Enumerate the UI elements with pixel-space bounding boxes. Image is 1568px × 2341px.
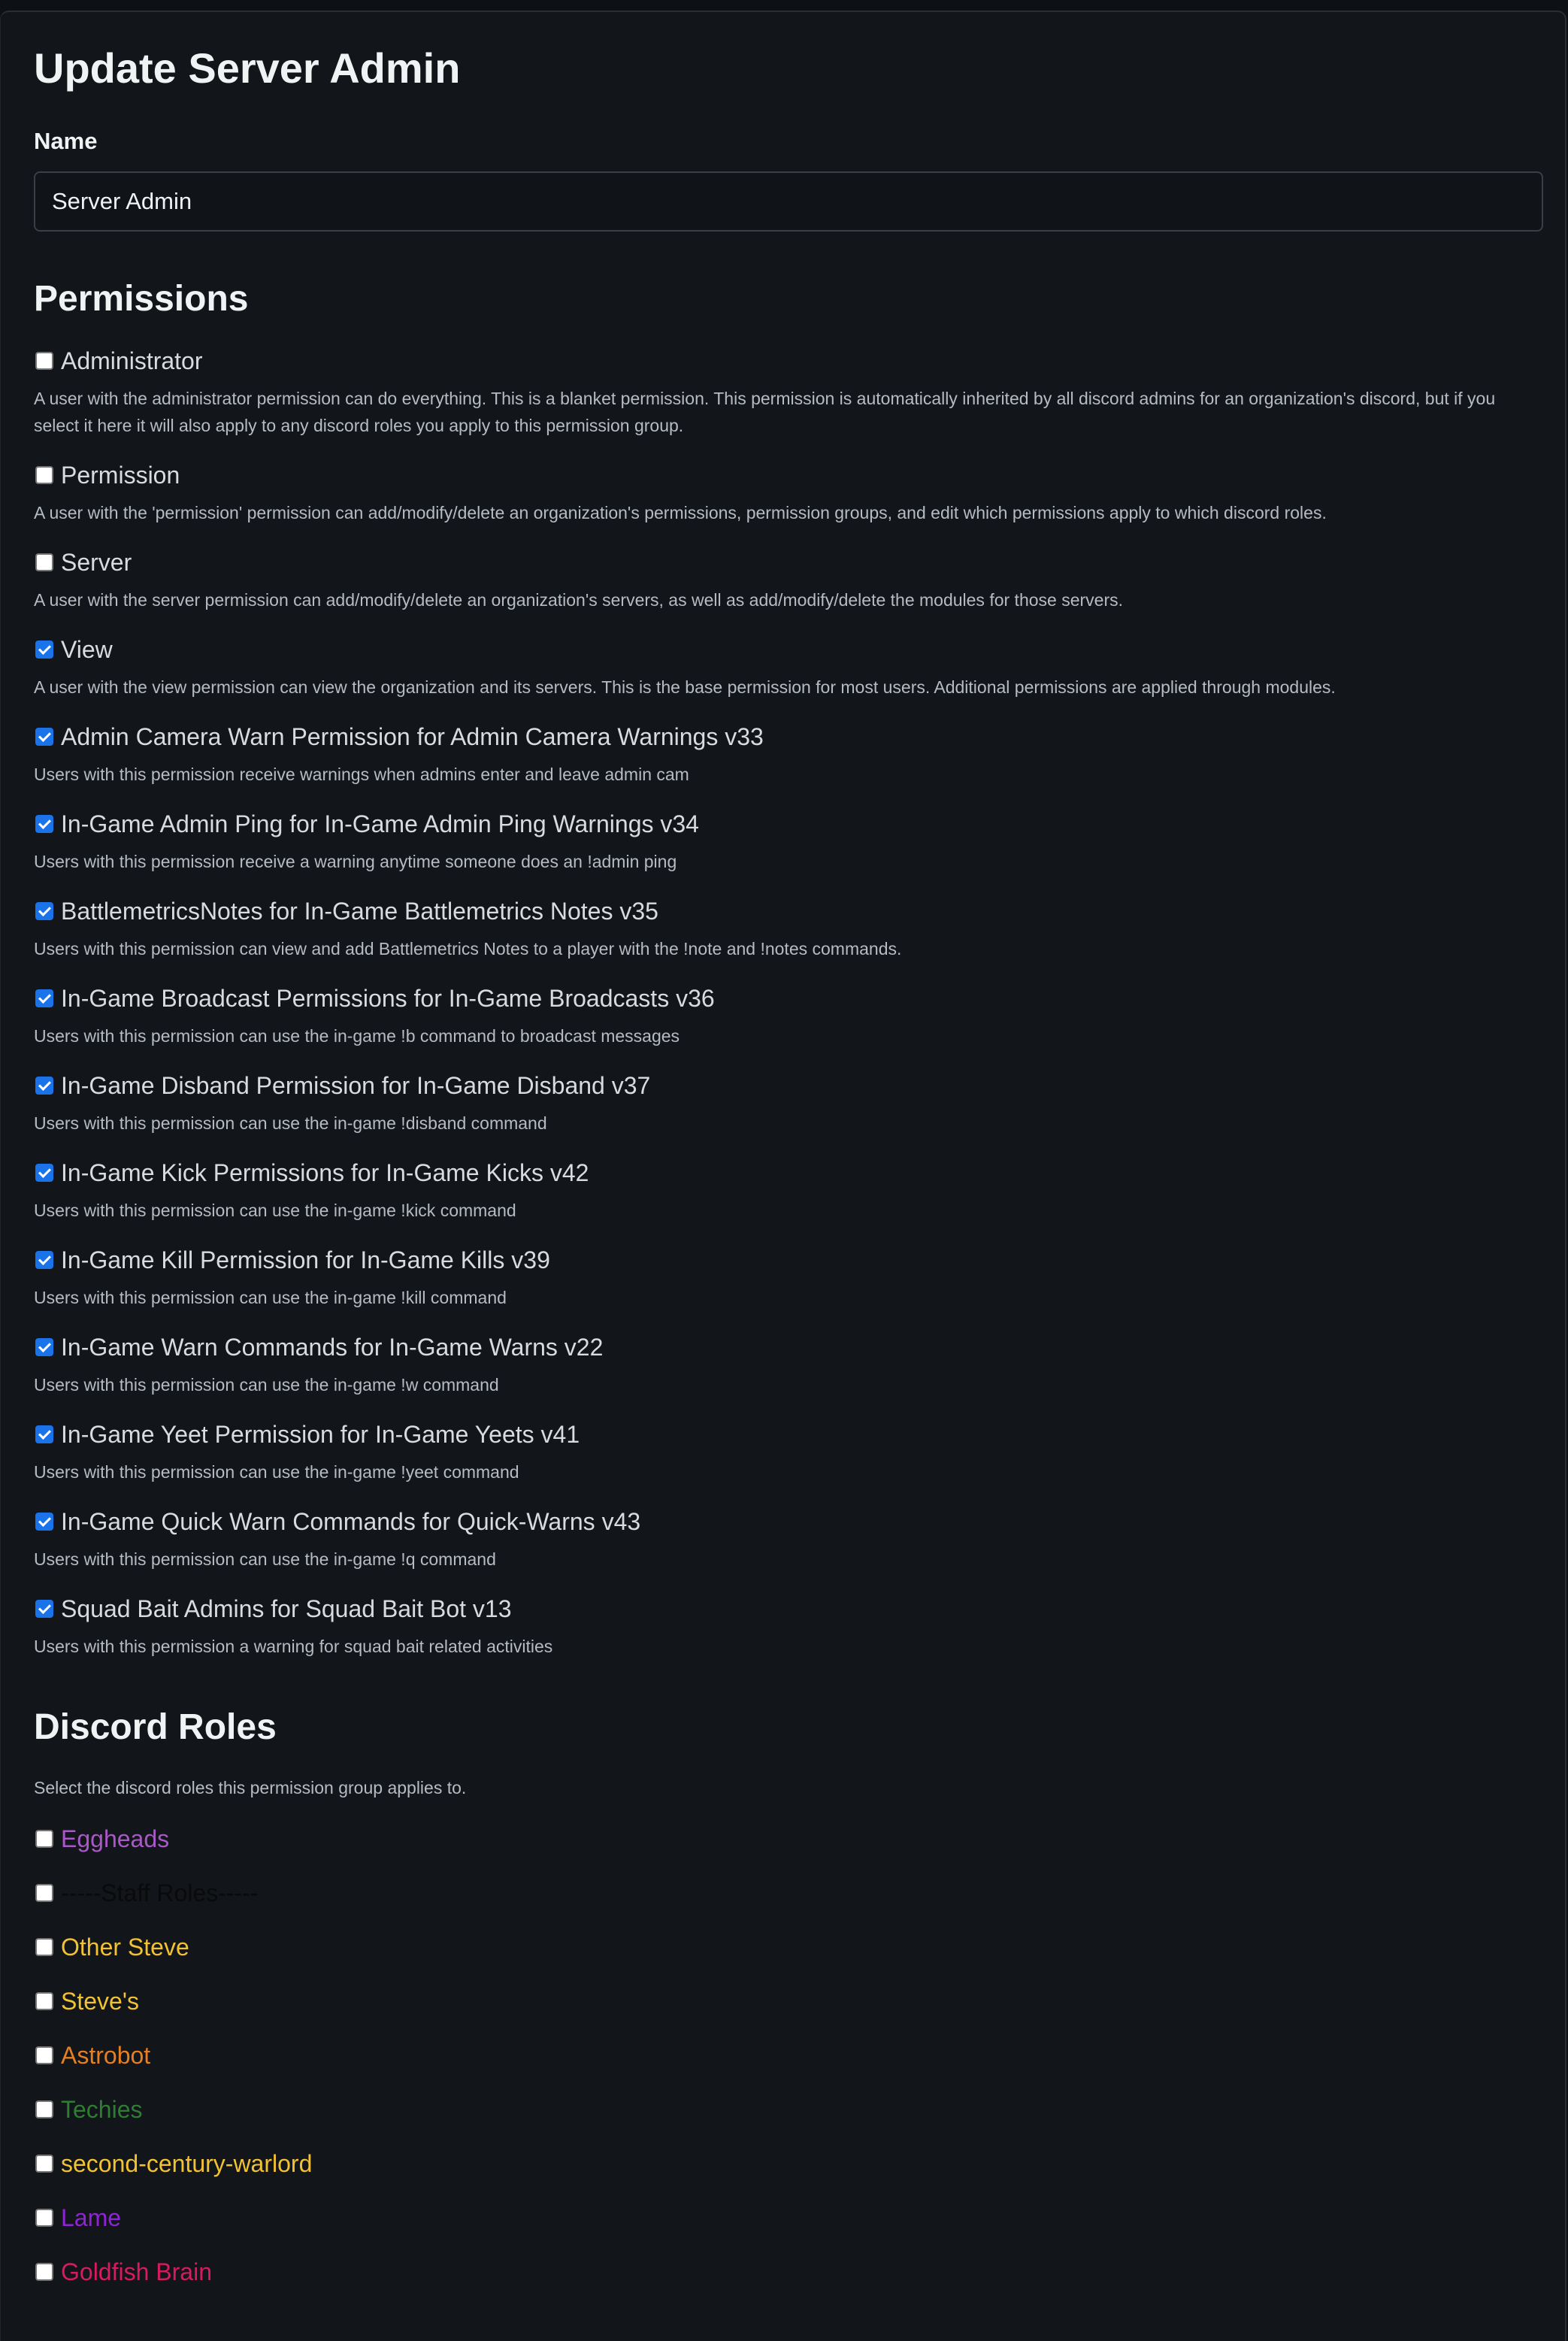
permission-item bbox=[34, 460, 1543, 526]
permission-name: Server bbox=[61, 548, 132, 576]
permission-description: Users with this permission can use the in-game !w command bbox=[34, 1375, 499, 1395]
discord-role-item[interactable] bbox=[34, 2203, 121, 2233]
permission-row[interactable] bbox=[34, 460, 1543, 490]
permission-row[interactable] bbox=[34, 722, 1543, 752]
permission-name: In-Game Disband Permission for In-Game Disband v37 bbox=[61, 1071, 651, 1099]
permission-name: In-Game Broadcast Permissions for In-Game Broadcasts v36 bbox=[61, 984, 715, 1012]
permission-checkbox[interactable] bbox=[35, 1513, 53, 1531]
permission-item bbox=[34, 1071, 1543, 1137]
permission-description: Users with this permission receive a warning anytime someone does an !admin ping bbox=[34, 852, 677, 871]
permission-checkbox[interactable] bbox=[35, 466, 53, 484]
permission-checkbox[interactable] bbox=[35, 1600, 53, 1618]
permission-name: Squad Bait Admins for Squad Bait Bot v13 bbox=[61, 1594, 512, 1622]
permission-item bbox=[34, 1245, 1543, 1311]
permission-row[interactable] bbox=[34, 1158, 1543, 1188]
permission-item bbox=[34, 634, 1543, 701]
permission-item bbox=[34, 896, 1543, 962]
discord-role-name: Steve's bbox=[61, 1987, 139, 2015]
permission-description: Users with this permission receive warnings when admins enter and leave admin cam bbox=[34, 765, 689, 784]
discord-role-item[interactable] bbox=[34, 1824, 169, 1854]
permission-description: A user with the 'permission' permission can add/modify/delete an organization's permissions, permission groups, and edit which permissions apply to which discord roles. bbox=[34, 503, 1327, 522]
discord-role-checkbox[interactable] bbox=[35, 2046, 53, 2064]
permission-checkbox[interactable] bbox=[35, 352, 53, 370]
page-title: Update Server Admin bbox=[34, 44, 461, 92]
permission-item bbox=[34, 722, 1543, 788]
permission-description: A user with the server permission can add/modify/delete an organization's servers, as well as add/modify/delete the modules for those servers. bbox=[34, 590, 1123, 610]
permission-row[interactable] bbox=[34, 1419, 1543, 1449]
permission-item bbox=[34, 346, 1543, 439]
permission-name: Administrator bbox=[61, 347, 203, 374]
permission-checkbox[interactable] bbox=[35, 902, 53, 920]
discord-role-item[interactable] bbox=[34, 1932, 189, 1962]
discord-role-item[interactable] bbox=[34, 1986, 139, 2016]
discord-role-checkbox[interactable] bbox=[35, 1938, 53, 1956]
discord-role-checkbox[interactable] bbox=[35, 1884, 53, 1902]
permission-item bbox=[34, 983, 1543, 1049]
permission-description: Users with this permission can view and add Battlemetrics Notes to a player with the !note and !notes commands. bbox=[34, 939, 902, 959]
permission-row[interactable] bbox=[34, 809, 1543, 839]
name-input[interactable] bbox=[34, 171, 1543, 232]
permission-checkbox[interactable] bbox=[35, 989, 53, 1007]
discord-role-checkbox[interactable] bbox=[35, 2100, 53, 2118]
discord-role-name: Eggheads bbox=[61, 1825, 170, 1852]
discord-role-checkbox[interactable] bbox=[35, 1830, 53, 1848]
permission-row[interactable] bbox=[34, 1332, 1543, 1362]
permission-row[interactable] bbox=[34, 896, 1543, 926]
discord-role-item[interactable] bbox=[34, 2149, 312, 2179]
discord-role-item[interactable] bbox=[34, 2040, 150, 2070]
permission-description: Users with this permission can use the in-game !disband command bbox=[34, 1113, 547, 1133]
permission-checkbox[interactable] bbox=[35, 815, 53, 833]
discord-role-item[interactable] bbox=[34, 2257, 212, 2287]
permission-item bbox=[34, 1332, 1543, 1398]
discord-role-checkbox[interactable] bbox=[35, 1992, 53, 2010]
permission-name: In-Game Quick Warn Commands for Quick-Warns v43 bbox=[61, 1507, 641, 1535]
permission-description: Users with this permission can use the in-game !yeet command bbox=[34, 1462, 519, 1482]
permission-row[interactable] bbox=[34, 346, 1543, 376]
permissions-heading: Permissions bbox=[34, 279, 249, 319]
discord-role-name: Lame bbox=[61, 2203, 122, 2231]
permission-item bbox=[34, 547, 1543, 613]
permission-checkbox[interactable] bbox=[35, 553, 53, 571]
permission-row[interactable] bbox=[34, 1071, 1543, 1101]
discord-role-checkbox[interactable] bbox=[35, 2209, 53, 2227]
permission-name: Admin Camera Warn Permission for Admin Camera Warnings v33 bbox=[61, 722, 764, 750]
discord-roles-heading: Discord Roles bbox=[34, 1707, 277, 1747]
permission-row[interactable] bbox=[34, 634, 1543, 665]
permission-row[interactable] bbox=[34, 1507, 1543, 1537]
permission-row[interactable] bbox=[34, 1594, 1543, 1624]
discord-role-name: Other Steve bbox=[61, 1933, 189, 1961]
permission-row[interactable] bbox=[34, 983, 1543, 1013]
permission-description: Users with this permission a warning for squad bait related activities bbox=[34, 1637, 553, 1656]
permission-name: BattlemetricsNotes for In-Game Battlemetrics Notes v35 bbox=[61, 897, 658, 925]
permission-description: Users with this permission can use the in-game !kick command bbox=[34, 1201, 516, 1220]
permission-checkbox[interactable] bbox=[35, 1251, 53, 1269]
permission-item bbox=[34, 1507, 1543, 1573]
permission-row[interactable] bbox=[34, 547, 1543, 577]
permission-description: A user with the view permission can view the organization and its servers. This is the base permission for most users. Additional permissions are applied through modules. bbox=[34, 677, 1336, 697]
permission-description: A user with the administrator permission can do everything. This is a blanket permission. This permission is automatically inherited by all discord admins for an organization's discord, but if you select it here it will also apply to any discord roles you apply to this permission group. bbox=[34, 389, 1496, 435]
permission-checkbox[interactable] bbox=[35, 728, 53, 746]
permission-item bbox=[34, 1594, 1543, 1660]
form-panel bbox=[0, 11, 1566, 2341]
permission-description: Users with this permission can use the in-game !q command bbox=[34, 1549, 496, 1569]
permission-item bbox=[34, 1419, 1543, 1485]
discord-roles-description: Select the discord roles this permission group applies to. bbox=[34, 1778, 467, 1797]
permission-name: Permission bbox=[61, 461, 180, 489]
permission-description: Users with this permission can use the in-game !kill command bbox=[34, 1288, 507, 1307]
name-field-label: Name bbox=[34, 128, 98, 154]
permission-checkbox[interactable] bbox=[35, 1338, 53, 1356]
discord-role-checkbox[interactable] bbox=[35, 2263, 53, 2281]
discord-role-item[interactable] bbox=[34, 1878, 259, 1908]
discord-role-checkbox[interactable] bbox=[35, 2155, 53, 2173]
permission-checkbox[interactable] bbox=[35, 1164, 53, 1182]
permission-checkbox[interactable] bbox=[35, 1077, 53, 1095]
permission-name: In-Game Yeet Permission for In-Game Yeets v41 bbox=[61, 1420, 580, 1448]
permission-name: In-Game Admin Ping for In-Game Admin Ping Warnings v34 bbox=[61, 810, 699, 837]
discord-role-name: second-century-warlord bbox=[61, 2149, 313, 2177]
permission-name: In-Game Kill Permission for In-Game Kills v39 bbox=[61, 1246, 550, 1273]
permission-name: In-Game Warn Commands for In-Game Warns v22 bbox=[61, 1333, 604, 1361]
discord-role-name: Goldfish Brain bbox=[61, 2258, 212, 2285]
discord-role-name: Astrobot bbox=[61, 2041, 151, 2069]
permission-row[interactable] bbox=[34, 1245, 1543, 1275]
permission-checkbox[interactable] bbox=[35, 641, 53, 659]
permission-checkbox[interactable] bbox=[35, 1425, 53, 1443]
discord-role-name: Techies bbox=[61, 2095, 143, 2123]
discord-role-name: -----Staff Roles----- bbox=[61, 1879, 259, 1906]
permission-description: Users with this permission can use the in-game !b command to broadcast messages bbox=[34, 1026, 680, 1046]
permission-item bbox=[34, 1158, 1543, 1224]
permission-name: In-Game Kick Permissions for In-Game Kicks v42 bbox=[61, 1158, 589, 1186]
permission-name: View bbox=[61, 635, 113, 663]
permission-item bbox=[34, 809, 1543, 875]
discord-role-item[interactable] bbox=[34, 2094, 143, 2124]
